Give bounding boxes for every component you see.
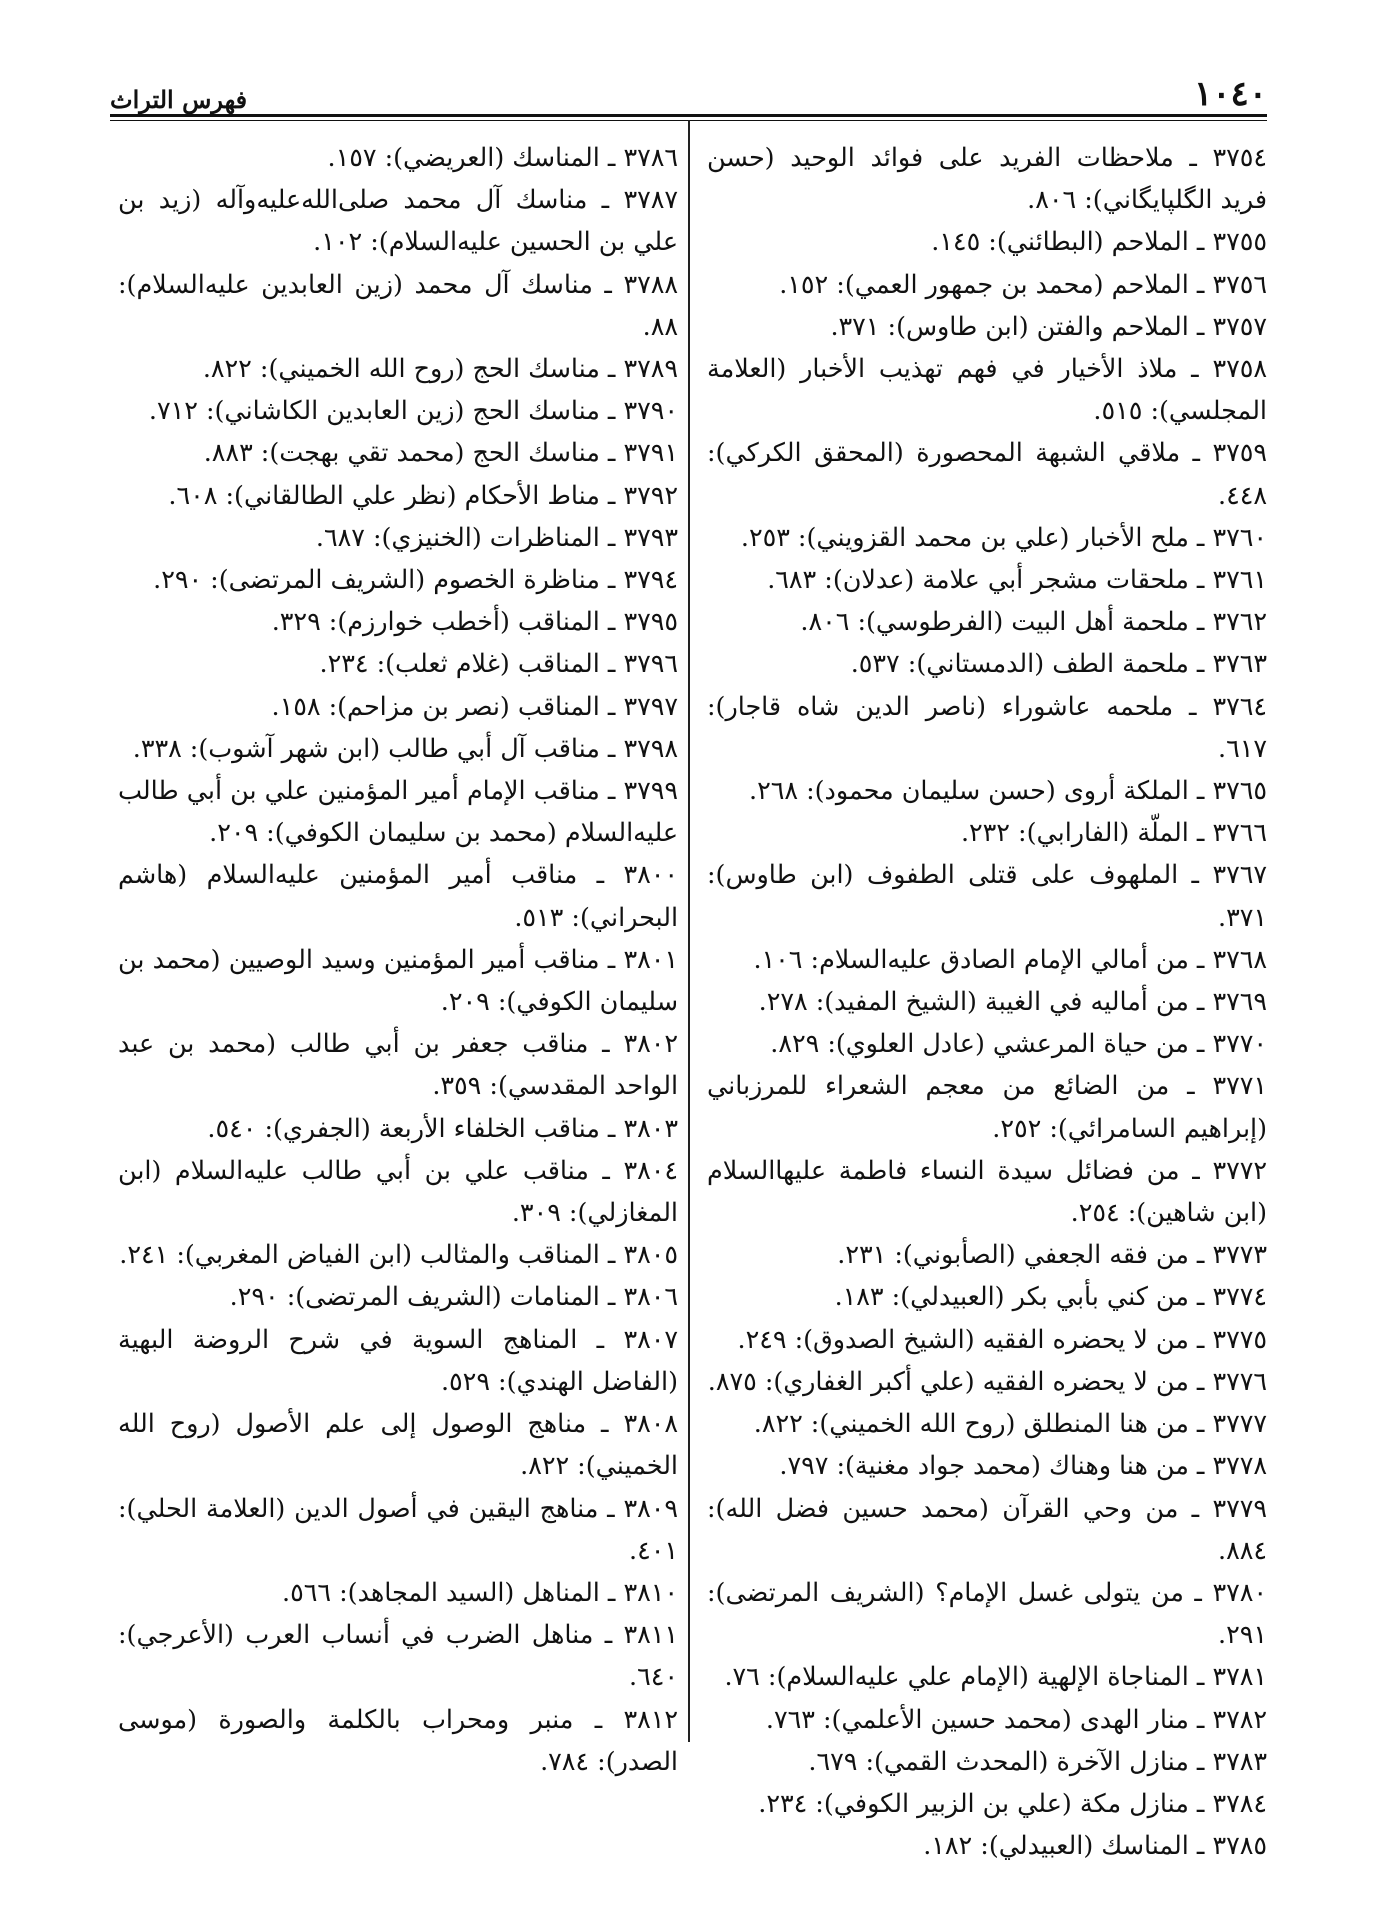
page-number: ١٠٤٠ — [1193, 74, 1267, 114]
index-entry: ٣٧٧٣ ـ من فقه الجعفي (الصأبوني): ٢٣١. — [837, 1239, 1267, 1270]
index-entry: ٣٧٧٩ ـ من وحي القرآن (محمد حسين فضل الله): ٨٨٤. — [707, 1492, 1267, 1565]
index-entry: ٣٧٨٦ ـ المناسك (العريضي): ١٥٧. — [327, 142, 678, 172]
index-entry: ٣٧٨٩ ـ مناسك الحج (روح الله الخميني): ٨٢٢. — [202, 353, 678, 384]
column-divider — [688, 120, 690, 1742]
index-entry: ٣٧٥٤ ـ ملاحظات الفريد على فوائد الوحيد (حسن فريد الگلپايگاني): ٨٠٦. — [707, 142, 1267, 215]
index-entry: ٣٧٩٠ ـ مناسك الحج (زين العابدين الكاشاني): ٧١٢. — [148, 395, 678, 426]
index-entry: ٣٧٦٢ ـ ملحمة أهل البيت (الفرطوسي): ٨٠٦. — [800, 606, 1267, 637]
index-entry: ٣٧٩١ ـ مناسك الحج (محمد تقي بهجت): ٨٨٣. — [203, 437, 678, 468]
index-entry: ٣٨٠٥ ـ المناقب والمثالب (ابن الفياض المغربي): ٢٤١. — [119, 1239, 678, 1270]
index-entry: ٣٨٠٧ ـ المناهج السوية في شرح الروضة البهية (الفاضل الهندي): ٥٢٩. — [118, 1323, 678, 1396]
index-entry: ٣٨٠٦ ـ المنامات (الشريف المرتضى): ٢٩٠. — [229, 1281, 678, 1312]
index-entry: ٣٧٦٤ ـ ملحمه عاشوراء (ناصر الدين شاه قاجار): ٦١٧. — [707, 690, 1267, 763]
index-entry: ٣٧٧٠ ـ من حياة المرعشي (عادل العلوي): ٨٢٩. — [770, 1028, 1267, 1059]
index-entry: ٣٧٩٣ ـ المناظرات (الخنيزي): ٦٨٧. — [315, 521, 678, 552]
index-entry: ٣٧٩٤ ـ مناظرة الخصوم (الشريف المرتضى): ٢٩٠. — [153, 564, 678, 595]
index-entry: ٣٧٦٥ ـ الملكة أروى (حسن سليمان محمود): ٢٦٨. — [749, 775, 1267, 806]
index-entry: ٣٧٩٩ ـ مناقب الإمام أمير المؤمنين علي بن أبي طالب عليه‌السلام (محمد بن سليمان الكوفي): ٢٠٩. — [118, 775, 678, 848]
index-entry: ٣٧٧١ ـ من الضائع من معجم الشعراء للمرزباني (إبراهيم السامرائي): ٢٥٢. — [707, 1070, 1267, 1143]
index-entry: ٣٨٠١ ـ مناقب أمير المؤمنين وسيد الوصيين (محمد بن سليمان الكوفي): ٢٠٩. — [118, 943, 678, 1017]
index-entry: ٣٨٠٨ ـ مناهج الوصول إلى علم الأصول (روح الله الخميني): ٨٢٢. — [118, 1408, 678, 1481]
index-entry: ٣٧٦٦ ـ الملّة (الفارابي): ٢٣٢. — [960, 817, 1267, 848]
index-entry: ٣٧٥٦ ـ الملاحم (محمد بن جمهور العمي): ١٥٢. — [779, 268, 1267, 299]
index-entry: ٣٧٧٥ ـ من لا يحضره الفقيه (الشيخ الصدوق): ٢٤٩. — [737, 1323, 1267, 1354]
index-entry: ٣٧٩٥ ـ المناقب (أخطب خوارزم): ٣٢٩. — [271, 606, 678, 637]
index-entry: ٣٨٠٠ ـ مناقب أمير المؤمنين عليه‌السلام (هاشم البحراني): ٥١٣. — [118, 859, 678, 932]
index-entry: ٣٧٦٣ ـ ملحمة الطف (الدمستاني): ٥٣٧. — [850, 648, 1267, 679]
index-entry: ٣٨٠٤ ـ مناقب علي بن أبي طالب عليه‌السلام (ابن المغازلي): ٣٠٩. — [118, 1154, 678, 1228]
index-entry: ٣٧٥٩ ـ ملاقي الشبهة المحصورة (المحقق الكركي): ٤٤٨. — [707, 437, 1267, 510]
index-entry: ٣٨١٠ ـ المناهل (السيد المجاهد): ٥٦٦. — [282, 1576, 678, 1607]
index-entry: ٣٧٧٨ ـ من هنا وهناك (محمد جواد مغنية): ٧٩٧. — [779, 1450, 1267, 1481]
index-entry: ٣٧٩٦ ـ المناقب (غلام ثعلب): ٢٣٤. — [319, 648, 678, 679]
index-entry: ٣٨٠٣ ـ مناقب الخلفاء الأربعة (الجفري): ٥٤٠. — [207, 1112, 678, 1143]
index-entry: ٣٧٨٤ ـ منازل مكة (علي بن الزبير الكوفي): ٢٣٤. — [758, 1787, 1267, 1818]
index-entry: ٣٧٧٤ ـ من كني بأبي بكر (العبيدلي): ١٨٣. — [834, 1281, 1267, 1312]
index-entry: ٣٧٨١ ـ المناجاة الإلهية (الإمام علي عليه‌السلام): ٧٦. — [724, 1661, 1267, 1692]
index-entry: ٣٧٨٠ ـ من يتولى غسل الإمام؟ (الشريف المرتضى): ٢٩١. — [707, 1576, 1267, 1650]
index-entry: ٣٧٦٩ ـ من أماليه في الغيبة (الشيخ المفيد): ٢٧٨. — [758, 986, 1267, 1017]
index-entry: ٣٧٨٣ ـ منازل الآخرة (المحدث القمي): ٦٧٩. — [808, 1745, 1267, 1776]
index-entry: ٣٧٩٢ ـ مناط الأحكام (نظر علي الطالقاني): ٦٠٨. — [168, 479, 678, 510]
index-entry: ٣٧٥٨ ـ ملاذ الأخيار في فهم تهذيب الأخبار (العلامة المجلسي): ٥١٥. — [707, 353, 1267, 426]
index-entry: ٣٧٧٧ ـ من هنا المنطلق (روح الله الخميني): ٨٢٢. — [753, 1408, 1267, 1439]
index-entry: ٣٨٠٩ ـ مناهج اليقين في أصول الدين (العلامة الحلي): ٤٠١. — [118, 1492, 678, 1565]
index-entry: ٣٧٥٧ ـ الملاحم والفتن (ابن طاوس): ٣٧١. — [830, 310, 1267, 341]
index-entry: ٣٧٧٢ ـ من فضائل سيدة النساء فاطمة عليها‌السلام (ابن شاهين): ٢٥٤. — [707, 1154, 1267, 1228]
index-entry: ٣٨١١ ـ مناهل الضرب في أنساب العرب (الأعرجي): ٦٤٠. — [118, 1619, 678, 1692]
index-entry: ٣٨٠٢ ـ مناقب جعفر بن أبي طالب (محمد بن عبد الواحد المقدسي): ٣٥٩. — [118, 1028, 678, 1101]
index-entry: ٣٧٨٥ ـ المناسك (العبيدلي): ١٨٢. — [923, 1830, 1267, 1861]
index-entry: ٣٧٩٧ ـ المناقب (نصر بن مزاحم): ١٥٨. — [271, 690, 678, 721]
header-rule — [110, 114, 1267, 117]
index-entry: ٣٧٨٨ ـ مناسك آل محمد (زين العابدين عليه‌السلام): ٨٨. — [118, 268, 678, 341]
page-header — [110, 68, 1267, 114]
index-entry: ٣٧٨٧ ـ مناسك آل محمد صلى‌الله‌عليه‌وآله (زيد بن علي بن الحسين عليه‌السلام): ١٠٢. — [118, 184, 678, 257]
running-title: فهرس التراث — [110, 85, 248, 114]
index-entry: ٣٧٦٠ ـ ملح الأخبار (علي بن محمد القزويني): ٢٥٣. — [740, 521, 1267, 552]
index-entry: ٣٧٦٨ ـ من أمالي الإمام الصادق عليه‌السلام: ١٠٦. — [753, 943, 1267, 974]
index-entry: ٣٧٦١ ـ ملحقات مشجر أبي علامة (عدلان): ٦٨٣. — [767, 564, 1267, 595]
index-entry: ٣٧٨٢ ـ منار الهدى (محمد حسين الأعلمي): ٧٦٣. — [765, 1703, 1267, 1734]
index-entry: ٣٧٩٨ ـ مناقب آل أبي طالب (ابن شهر آشوب): ٣٣٨. — [132, 732, 678, 763]
index-column-left — [118, 136, 678, 1782]
index-entry: ٣٧٥٥ ـ الملاحم (البطائني): ١٤٥. — [931, 226, 1267, 257]
index-entry: ٣٧٦٧ ـ الملهوف على قتلى الطفوف (ابن طاوس): ٣٧١. — [707, 859, 1267, 932]
index-entry: ٣٧٧٦ ـ من لا يحضره الفقيه (علي أكبر الغفاري): ٨٧٥. — [707, 1365, 1267, 1396]
index-column-right — [707, 136, 1267, 1866]
index-entry: ٣٨١٢ ـ منبر ومحراب بالكلمة والصورة (موسى الصدر): ٧٨٤. — [118, 1703, 678, 1776]
